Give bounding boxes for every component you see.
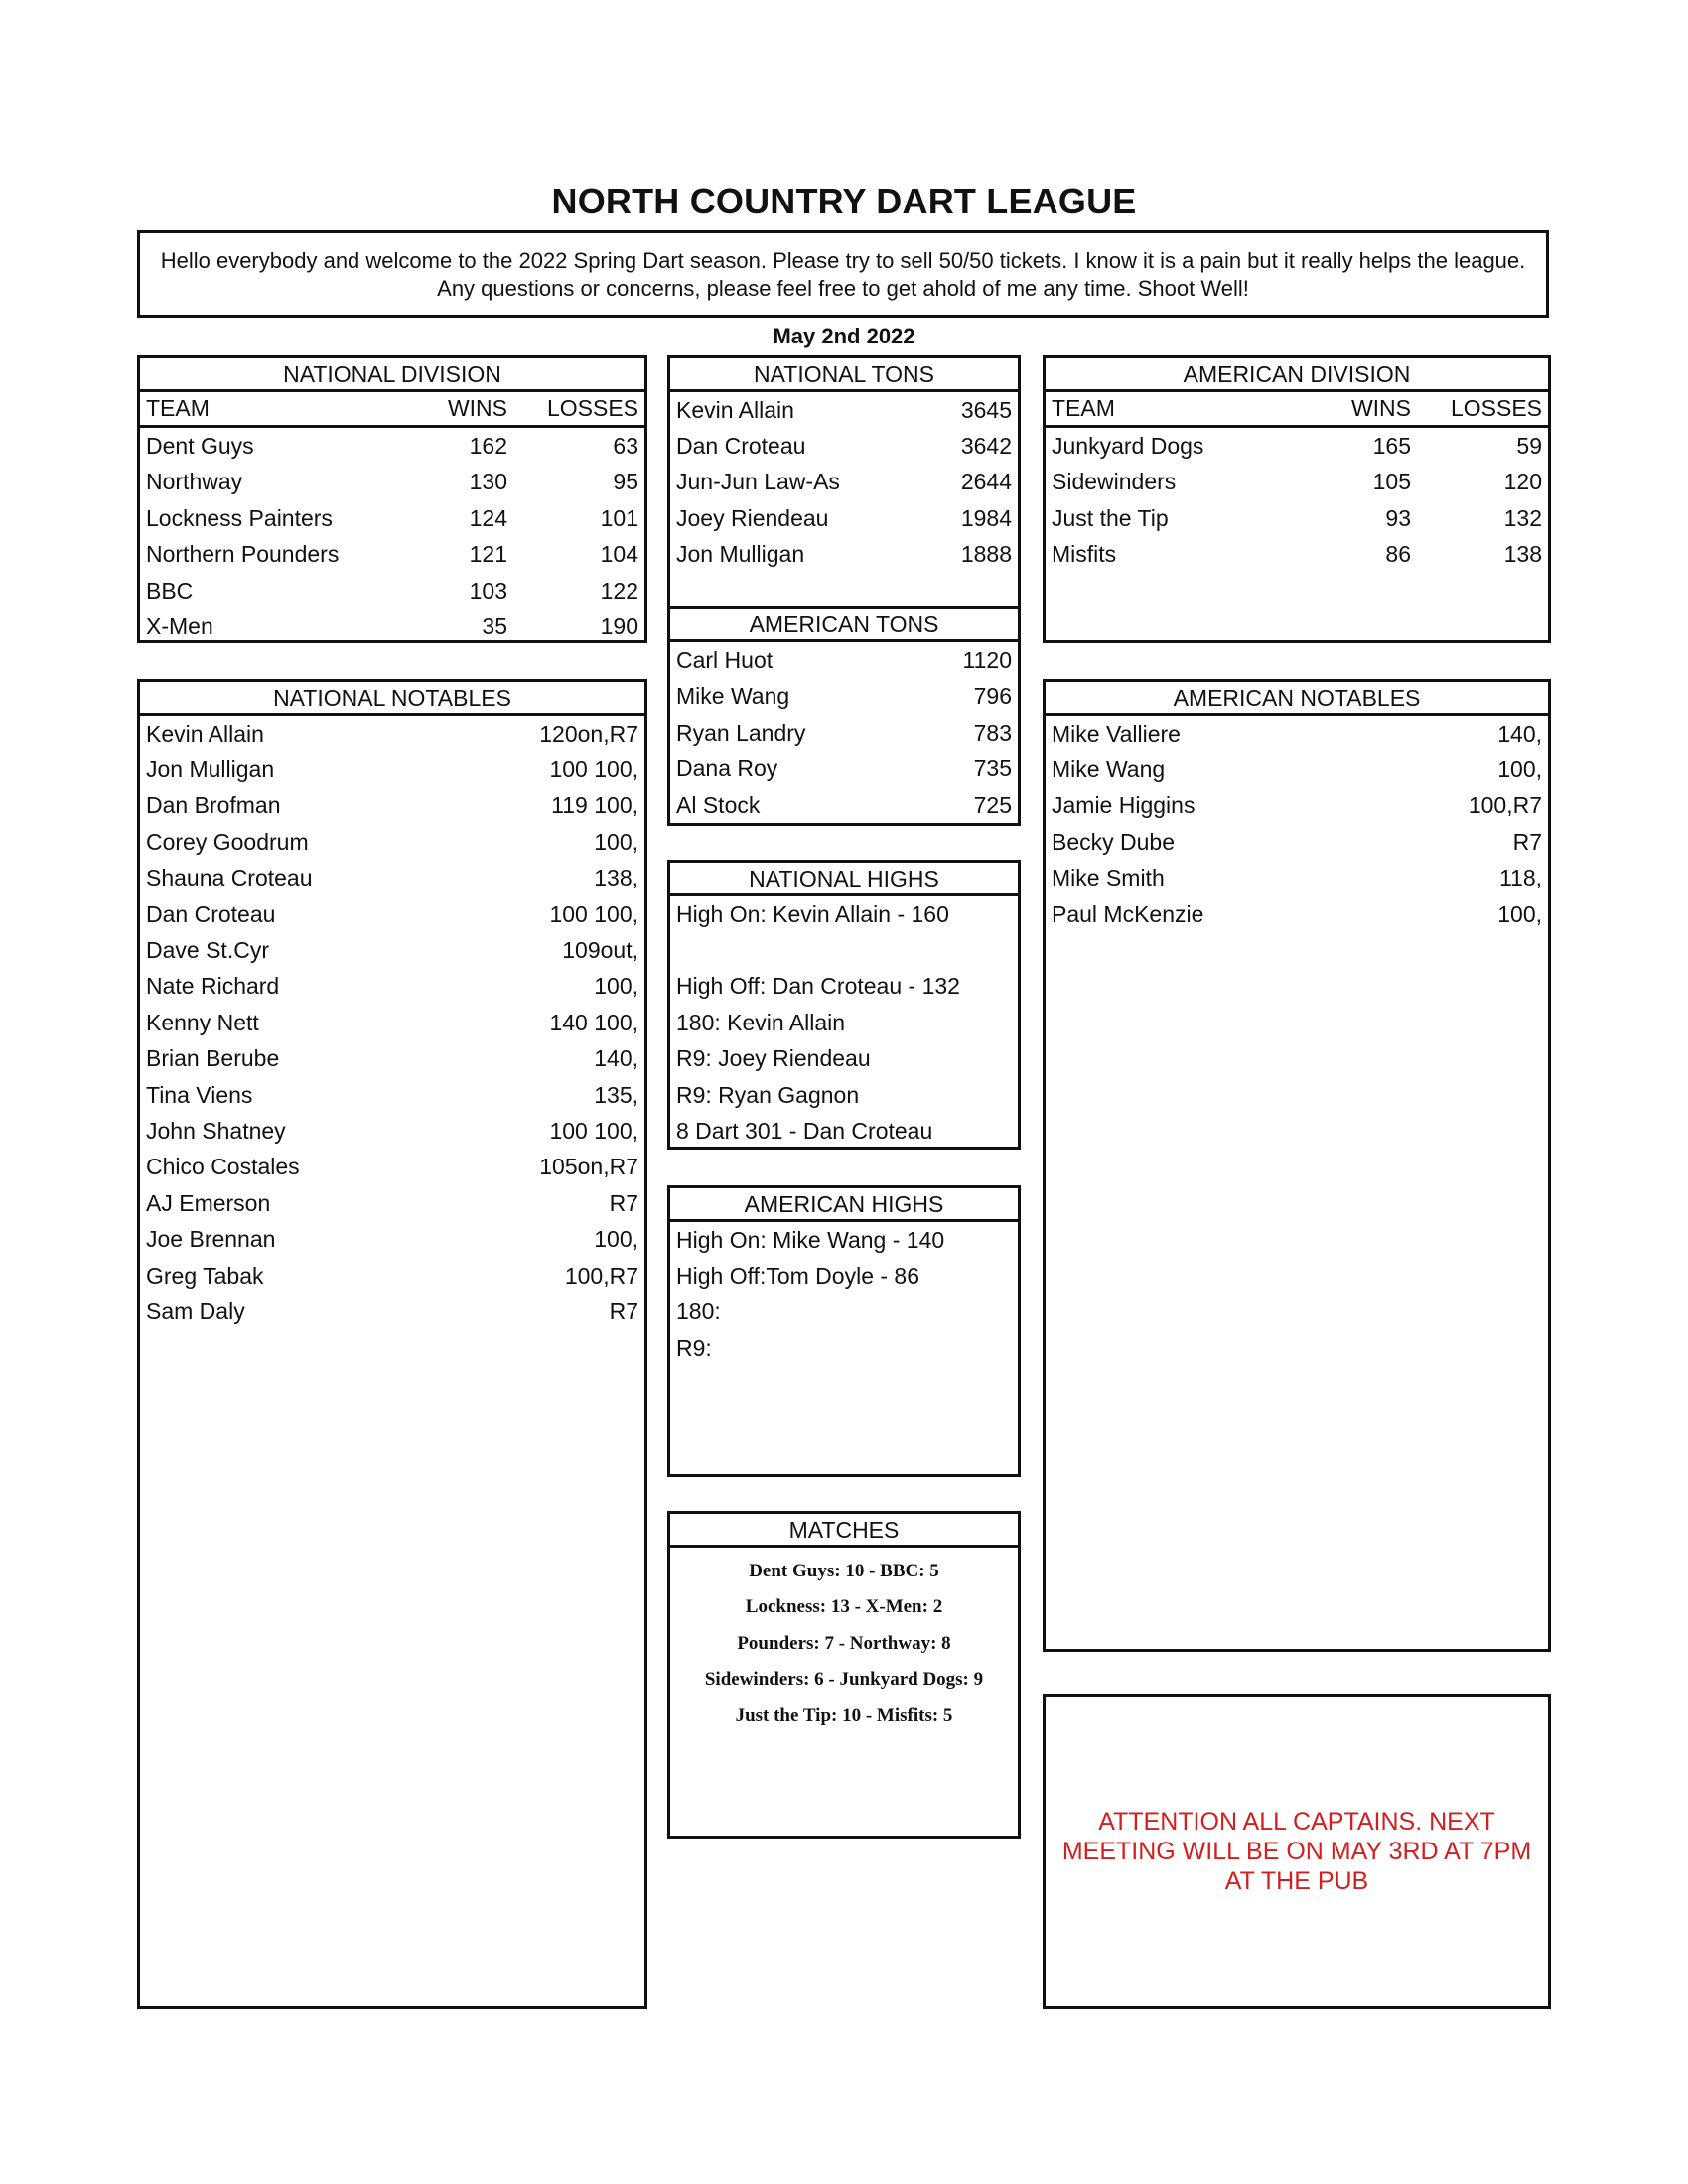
national-division-table xyxy=(137,355,647,643)
player-name: Kenny Nett xyxy=(146,1009,259,1035)
player-name: Dan Croteau xyxy=(146,900,276,927)
team-losses: 122 xyxy=(600,577,638,604)
team-losses: 138 xyxy=(1503,541,1542,568)
team-wins: 93 xyxy=(1385,504,1411,531)
american-highs-box xyxy=(667,1185,1021,1477)
matches-header: MATCHES xyxy=(670,1514,1018,1548)
player-value: 119 100, xyxy=(551,792,638,819)
list-item xyxy=(670,500,1018,536)
player-value: 100 100, xyxy=(549,756,638,783)
national-tons-header: NATIONAL TONS xyxy=(670,358,1018,392)
american-180: 180: xyxy=(676,1298,721,1325)
list-item xyxy=(670,392,1018,428)
team-name: Just the Tip xyxy=(1052,504,1169,531)
player-value: 100, xyxy=(1497,900,1542,927)
american-division-table xyxy=(1043,355,1551,643)
team-wins: 35 xyxy=(482,614,507,640)
player-value: 3645 xyxy=(960,396,1012,423)
team-losses: 95 xyxy=(613,469,638,495)
player-name: Chico Costales xyxy=(146,1154,300,1180)
list-item xyxy=(140,1113,644,1149)
list-item xyxy=(140,1077,644,1113)
list-item xyxy=(670,751,1018,787)
list-item xyxy=(140,1221,644,1257)
player-value: 140, xyxy=(594,1045,638,1072)
player-value: 3642 xyxy=(960,433,1012,460)
player-name: Carl Huot xyxy=(676,647,774,674)
player-name: Ryan Landry xyxy=(676,719,806,746)
table-row xyxy=(1046,500,1548,536)
player-name: Paul McKenzie xyxy=(1052,900,1204,927)
player-name: Becky Dube xyxy=(1052,828,1176,855)
player-name: Shauna Croteau xyxy=(146,865,313,891)
player-name: Dave St.Cyr xyxy=(146,937,269,964)
list-item xyxy=(140,1294,644,1329)
player-value: 735 xyxy=(973,755,1012,782)
list-item xyxy=(140,932,644,968)
team-name: Misfits xyxy=(1052,541,1117,568)
player-name: Jun-Jun Law-As xyxy=(676,469,840,495)
player-name: Jon Mulligan xyxy=(676,541,805,568)
list-item xyxy=(670,715,1018,751)
team-name: BBC xyxy=(146,577,194,604)
team-losses: 132 xyxy=(1503,504,1542,531)
match-result: Sidewinders: 6 - Junkyard Dogs: 9 xyxy=(704,1669,984,1691)
team-losses: 101 xyxy=(600,504,638,531)
match-result: Pounders: 7 - Northway: 8 xyxy=(737,1632,951,1654)
team-wins: 105 xyxy=(1372,469,1411,495)
table-row xyxy=(140,428,644,464)
team-wins: 124 xyxy=(469,504,507,531)
national-8-dart: 8 Dart 301 - Dan Croteau xyxy=(676,1118,933,1145)
player-name: Joey Riendeau xyxy=(676,504,829,531)
list-item xyxy=(670,537,1018,573)
player-value: 100, xyxy=(594,828,638,855)
player-value: 796 xyxy=(973,683,1012,710)
team-wins: 130 xyxy=(469,469,507,495)
list-item xyxy=(1046,824,1548,860)
list-item xyxy=(1046,716,1548,751)
player-value: 100 100, xyxy=(549,900,638,927)
player-name: Dana Roy xyxy=(676,755,778,782)
col-team: TEAM xyxy=(1052,395,1115,422)
list-item xyxy=(140,1150,644,1185)
col-wins: WINS xyxy=(1350,395,1411,422)
player-value: 120on,R7 xyxy=(539,720,638,747)
player-value: 100, xyxy=(1497,756,1542,783)
player-value: R7 xyxy=(609,1297,638,1324)
player-name: Greg Tabak xyxy=(146,1262,264,1289)
american-tons-header: AMERICAN TONS xyxy=(670,609,1018,642)
team-wins: 103 xyxy=(469,577,507,604)
national-highs-box xyxy=(667,860,1021,1150)
list-item xyxy=(1046,788,1548,824)
table-row xyxy=(140,465,644,500)
player-value: 725 xyxy=(973,791,1012,818)
national-high-off: High Off: Dan Croteau - 132 xyxy=(676,973,960,1000)
player-name: AJ Emerson xyxy=(146,1189,271,1216)
team-wins: 86 xyxy=(1385,541,1411,568)
list-item xyxy=(140,896,644,932)
american-high-off: High Off:Tom Doyle - 86 xyxy=(676,1263,920,1290)
player-value: 100 100, xyxy=(549,1117,638,1144)
player-name: Sam Daly xyxy=(146,1297,245,1324)
player-value: 1888 xyxy=(960,541,1012,568)
american-highs-header: AMERICAN HIGHS xyxy=(670,1188,1018,1222)
national-division-header: NATIONAL DIVISION xyxy=(140,358,644,392)
table-row xyxy=(140,609,644,643)
table-row xyxy=(140,573,644,609)
player-value: R7 xyxy=(609,1189,638,1216)
list-item xyxy=(140,1185,644,1221)
american-high-on: High On: Mike Wang - 140 xyxy=(676,1226,945,1253)
national-division-column-headers xyxy=(140,392,644,428)
team-name: X-Men xyxy=(146,614,213,640)
player-value: 109out, xyxy=(562,937,638,964)
team-name: Lockness Painters xyxy=(146,504,333,531)
player-value: 135, xyxy=(594,1081,638,1108)
american-notables-header: AMERICAN NOTABLES xyxy=(1046,682,1548,716)
team-name: Northern Pounders xyxy=(146,541,340,568)
team-name: Junkyard Dogs xyxy=(1052,433,1204,460)
player-name: Kevin Allain xyxy=(146,720,264,747)
col-losses: LOSSES xyxy=(1450,395,1542,422)
team-losses: 63 xyxy=(613,433,638,460)
player-value: 138, xyxy=(594,865,638,891)
list-item xyxy=(670,787,1018,823)
welcome-message: Hello everybody and welcome to the 2022 Spring Dart season. Please try to sell 50/50 tickets. I know it is a pain but it really helps the league. Any questions or concerns, please feel free to get ahold of me any time. Shoot Well! xyxy=(137,230,1549,318)
player-name: Kevin Allain xyxy=(676,396,794,423)
list-item xyxy=(140,751,644,787)
player-name: Mike Wang xyxy=(676,683,790,710)
list-item xyxy=(140,824,644,860)
national-notables-header: NATIONAL NOTABLES xyxy=(140,682,644,716)
team-name: Northway xyxy=(146,469,243,495)
captains-notice: ATTENTION ALL CAPTAINS. NEXT MEETING WILL BE ON MAY 3RD AT 7PM AT THE PUB xyxy=(1043,1694,1551,2009)
player-name: Joe Brennan xyxy=(146,1226,276,1253)
player-value: R7 xyxy=(1512,828,1542,855)
list-item xyxy=(140,788,644,824)
col-losses: LOSSES xyxy=(546,395,638,422)
team-losses: 120 xyxy=(1503,469,1542,495)
national-high-on: High On: Kevin Allain - 160 xyxy=(676,900,949,927)
player-name: Al Stock xyxy=(676,791,761,818)
player-value: 1120 xyxy=(962,647,1012,674)
matches-box xyxy=(667,1511,1021,1839)
team-losses: 59 xyxy=(1516,433,1542,460)
list-item xyxy=(670,465,1018,500)
player-name: John Shatney xyxy=(146,1117,286,1144)
team-wins: 165 xyxy=(1372,433,1411,460)
player-value: 100, xyxy=(594,973,638,1000)
list-item xyxy=(140,1005,644,1040)
player-name: Brian Berube xyxy=(146,1045,280,1072)
table-row xyxy=(1046,537,1548,573)
player-name: Tina Viens xyxy=(146,1081,253,1108)
page-title: NORTH COUNTRY DART LEAGUE xyxy=(551,181,1137,221)
col-wins: WINS xyxy=(447,395,507,422)
player-value: 140, xyxy=(1497,720,1542,747)
american-division-header: AMERICAN DIVISION xyxy=(1046,358,1548,392)
list-item xyxy=(140,1041,644,1077)
list-item xyxy=(1046,751,1548,787)
player-value: 1984 xyxy=(960,504,1012,531)
american-r9: R9: xyxy=(676,1334,712,1361)
col-team: TEAM xyxy=(146,395,210,422)
list-item xyxy=(140,861,644,896)
player-name: Mike Wang xyxy=(1052,756,1166,783)
player-name: Nate Richard xyxy=(146,973,280,1000)
player-name: Dan Brofman xyxy=(146,792,281,819)
list-item xyxy=(1046,896,1548,932)
american-notables-table xyxy=(1043,679,1551,1652)
list-item xyxy=(670,679,1018,715)
player-name: Mike Smith xyxy=(1052,865,1165,891)
player-value: 2644 xyxy=(960,469,1012,495)
match-result: Just the Tip: 10 - Misfits: 5 xyxy=(735,1705,953,1726)
table-row xyxy=(140,537,644,573)
list-item xyxy=(140,969,644,1005)
player-value: 100, xyxy=(594,1226,638,1253)
match-result: Dent Guys: 10 - BBC: 5 xyxy=(749,1561,939,1581)
player-value: 783 xyxy=(973,719,1012,746)
player-name: Jon Mulligan xyxy=(146,756,275,783)
team-wins: 162 xyxy=(469,433,507,460)
national-highs-header: NATIONAL HIGHS xyxy=(670,863,1018,896)
match-result: Lockness: 13 - X-Men: 2 xyxy=(745,1596,943,1618)
national-180: 180: Kevin Allain xyxy=(676,1009,846,1035)
list-item xyxy=(670,428,1018,464)
list-item xyxy=(140,716,644,751)
player-name: Corey Goodrum xyxy=(146,828,309,855)
player-value: 118, xyxy=(1498,865,1542,891)
table-row xyxy=(1046,465,1548,500)
team-name: Dent Guys xyxy=(146,433,254,460)
team-losses: 190 xyxy=(600,614,638,640)
team-name: Sidewinders xyxy=(1052,469,1177,495)
player-name: Mike Valliere xyxy=(1052,720,1181,747)
player-value: 100,R7 xyxy=(1468,792,1542,819)
national-r9-a: R9: Joey Riendeau xyxy=(676,1045,871,1072)
american-division-column-headers xyxy=(1046,392,1548,428)
national-notables-table xyxy=(137,679,647,2009)
list-item xyxy=(670,642,1018,678)
team-wins: 121 xyxy=(469,541,507,568)
team-losses: 104 xyxy=(600,541,638,568)
report-date: May 2nd 2022 xyxy=(773,324,915,348)
list-item xyxy=(140,1258,644,1294)
player-value: 140 100, xyxy=(549,1009,638,1035)
table-row xyxy=(1046,428,1548,464)
player-name: Dan Croteau xyxy=(676,433,806,460)
player-value: 100,R7 xyxy=(564,1262,638,1289)
national-r9-b: R9: Ryan Gagnon xyxy=(676,1081,860,1108)
list-item xyxy=(1046,861,1548,896)
tons-table xyxy=(667,355,1021,826)
player-name: Jamie Higgins xyxy=(1052,792,1196,819)
table-row xyxy=(140,500,644,536)
player-value: 105on,R7 xyxy=(539,1154,638,1180)
